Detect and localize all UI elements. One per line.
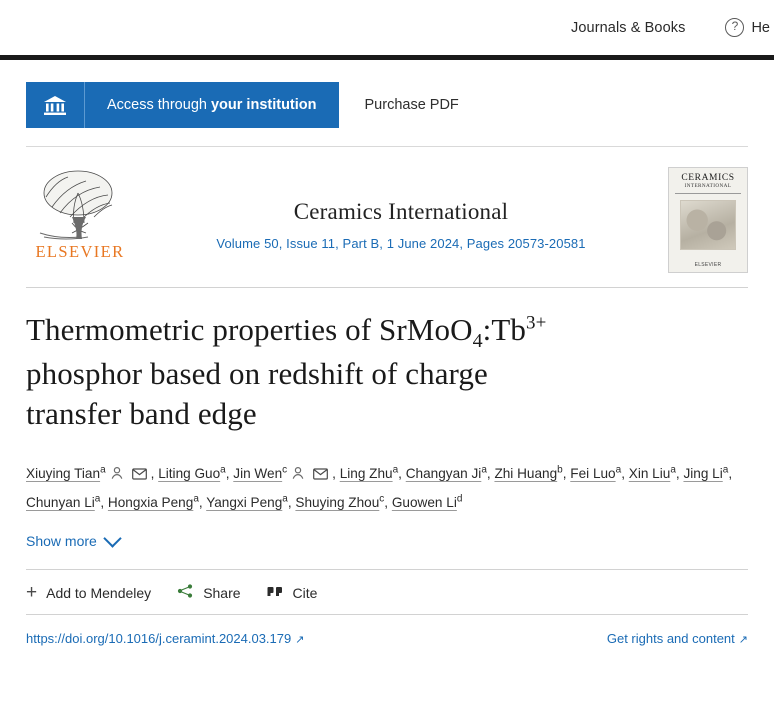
author-affiliation-marker: a <box>722 464 729 476</box>
author-separator: , <box>225 465 234 481</box>
elsevier-logo[interactable] <box>26 165 134 262</box>
author-affiliation-marker: a <box>392 464 399 476</box>
article-block <box>26 288 748 646</box>
author-entry <box>494 466 570 481</box>
author-affiliation-marker: a <box>220 464 226 476</box>
add-to-mendeley-button[interactable] <box>26 581 152 603</box>
author-separator: , <box>486 465 495 481</box>
author-entry <box>26 495 108 510</box>
doi-row <box>26 615 748 646</box>
author-separator: , <box>150 465 159 481</box>
author-email-icon[interactable] <box>313 462 328 489</box>
article-actions <box>26 570 748 614</box>
question-circle-icon <box>725 18 744 37</box>
page-title: Thermometric properties of $SrMoO_4:Tb^{3+}$ phosphor based on redshift of charge transfer band edge <box>26 312 547 432</box>
nav-help-label: He <box>751 19 770 36</box>
top-navigation-bar <box>0 0 774 55</box>
access-bar-divider <box>26 146 748 147</box>
author-profile-icon[interactable] <box>291 462 305 489</box>
author-entry <box>206 495 295 510</box>
author-name[interactable]: Hongxia Peng <box>107 494 194 510</box>
author-name[interactable]: Guowen Li <box>391 494 457 510</box>
author-affiliation-marker: b <box>557 464 563 476</box>
author-affiliation-marker: c <box>282 464 288 476</box>
external-link-icon: ↗ <box>738 634 748 647</box>
author-entry <box>392 495 463 510</box>
journal-issue-info[interactable]: Volume 50, Issue 11, Part B, 1 June 2024, Pages 20573-20581 <box>216 236 586 251</box>
author-entry <box>26 466 158 481</box>
author-affiliation-marker: a <box>615 464 622 476</box>
author-name[interactable]: Xiuying Tian <box>26 465 101 481</box>
author-entry <box>406 466 495 481</box>
nav-journals-and-books[interactable]: Journals & Books <box>571 19 686 36</box>
author-name[interactable]: Shuying Zhou <box>295 494 380 510</box>
access-button-label: Access through your institution <box>107 97 317 113</box>
author-affiliation-marker: a <box>94 493 101 505</box>
doi-link[interactable]: https://doi.org/10.1016/j.ceramint.2024.03.179 ↗ <box>26 631 305 647</box>
elsevier-tree-icon <box>32 167 128 241</box>
share-label: Share <box>203 584 241 601</box>
author-separator: , <box>621 465 629 481</box>
author-name[interactable]: Jing Li <box>683 465 723 481</box>
show-more-label: Show more <box>26 533 97 550</box>
author-entry <box>108 495 206 510</box>
purchase-pdf-button[interactable]: Purchase PDF <box>364 97 459 113</box>
author-name[interactable]: Jin Wen <box>233 465 283 481</box>
add-to-mendeley-label: Add to Mendeley <box>46 584 152 601</box>
author-entry <box>295 495 391 510</box>
author-separator: , <box>332 465 340 481</box>
author-name[interactable]: Yangxi Peng <box>206 494 283 510</box>
author-entry <box>158 466 233 481</box>
journal-header <box>26 165 748 275</box>
author-affiliation-marker: a <box>481 464 487 476</box>
cite-button[interactable] <box>267 585 318 601</box>
author-separator: , <box>562 465 571 481</box>
author-separator: , <box>100 494 108 510</box>
author-affiliation-marker: a <box>100 464 106 476</box>
author-entry <box>629 466 684 481</box>
author-affiliation-marker: a <box>670 464 676 476</box>
author-profile-icon[interactable] <box>110 462 124 489</box>
cover-publisher: ELSEVIER <box>694 262 722 268</box>
author-separator: , <box>384 494 392 510</box>
author-affiliation-marker: a <box>282 493 288 505</box>
elsevier-wordmark: ELSEVIER <box>35 242 125 261</box>
bank-institution-icon <box>26 82 85 128</box>
author-separator: , <box>398 465 406 481</box>
author-separator: , <box>675 465 684 481</box>
author-name[interactable]: Ling Zhu <box>339 465 393 481</box>
nav-help[interactable] <box>725 18 774 37</box>
author-separator: , <box>287 494 296 510</box>
cite-label: Cite <box>292 584 318 601</box>
chevron-down-icon <box>103 529 121 547</box>
journal-name[interactable]: Ceramics International <box>293 199 509 224</box>
plus-icon: + <box>26 581 38 603</box>
author-name[interactable]: Zhi Huang <box>494 465 558 481</box>
access-bar <box>0 60 774 128</box>
author-affiliation-marker: c <box>379 493 385 505</box>
author-affiliation-marker: a <box>193 493 199 505</box>
author-name[interactable]: Liting Guo <box>158 465 221 481</box>
journal-cover-image[interactable] <box>668 167 748 273</box>
cover-divider <box>675 193 741 194</box>
author-name[interactable]: Changyan Ji <box>405 465 482 481</box>
author-entry <box>340 466 406 481</box>
quote-icon <box>267 585 284 601</box>
access-through-institution-button[interactable] <box>26 82 339 128</box>
journal-title-block <box>134 165 668 251</box>
cover-title: CERAMICS INTERNATIONAL <box>681 173 735 189</box>
show-more-authors-button[interactable] <box>26 533 119 549</box>
author-email-icon[interactable] <box>132 462 147 489</box>
share-button[interactable] <box>177 584 240 601</box>
author-name[interactable]: Xin Liu <box>628 465 671 481</box>
author-separator: , <box>728 465 733 481</box>
author-entry <box>570 466 628 481</box>
author-list <box>26 460 748 516</box>
share-icon <box>177 584 194 601</box>
author-name[interactable]: Fei Luo <box>570 465 616 481</box>
author-separator: , <box>198 494 207 510</box>
author-entry <box>683 466 732 481</box>
author-affiliation-marker: d <box>456 493 463 505</box>
author-entry <box>233 466 339 481</box>
get-rights-and-content-link[interactable]: Get rights and content ↗ <box>606 631 748 647</box>
cover-artwork <box>680 200 736 250</box>
author-name[interactable]: Chunyan Li <box>26 494 95 510</box>
external-link-icon: ↗ <box>295 634 305 647</box>
